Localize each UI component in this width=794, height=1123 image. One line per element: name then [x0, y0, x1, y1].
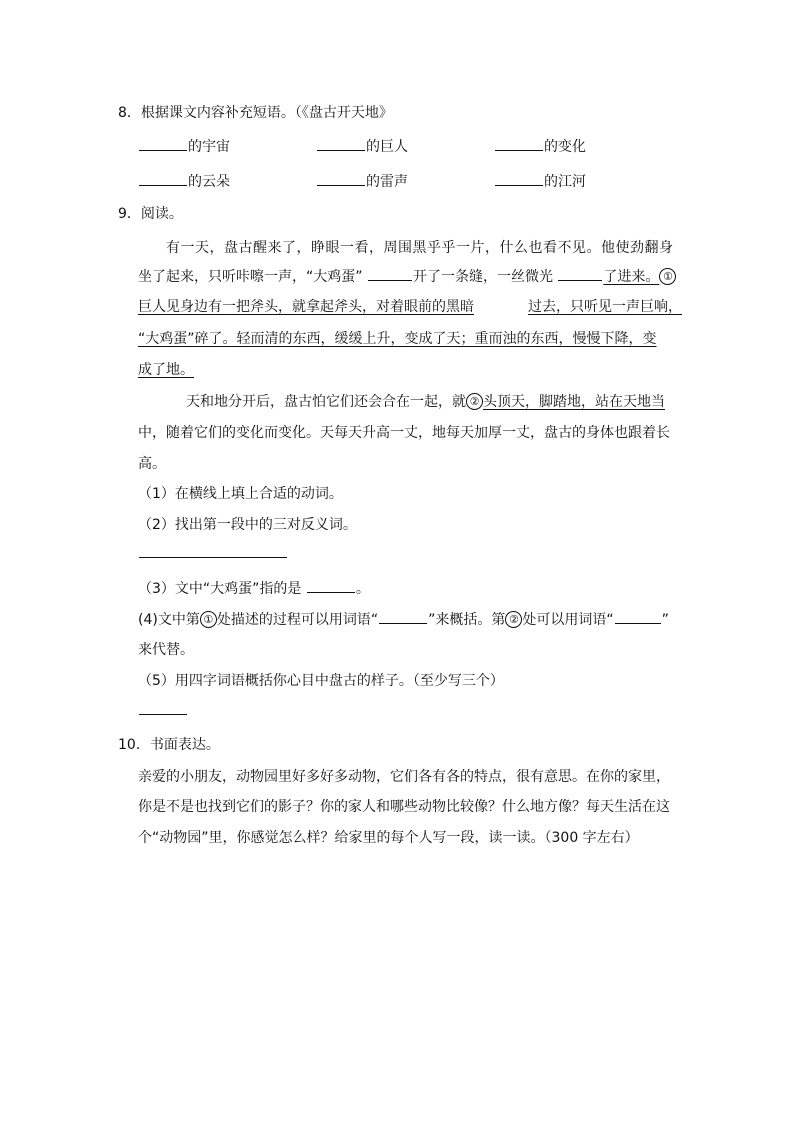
q10-line-1: 亲爱的小朋友，动物园里好多好多动物，它们各有各的特点，很有意思。在你的家里， [138, 769, 670, 785]
passage-p1-line-3: 巨人见身边有一把斧头，就拿起斧头，对着眼前的黑暗 过去，只听见一声巨响， [138, 299, 682, 315]
answer-blank[interactable] [495, 136, 543, 151]
answer-blank[interactable] [379, 609, 427, 624]
sub-question-5-answer-line [138, 700, 188, 721]
sub-question-5: （5）用四字词语概括你心目中盘古的样子。（至少写三个） [138, 673, 504, 689]
q8-item-3: 的变化 [494, 136, 586, 157]
marker-2: ② [466, 393, 483, 410]
answer-blank[interactable] [368, 266, 412, 281]
q9-title: 9．阅读。 [118, 206, 183, 222]
marker-1-ref: ① [200, 611, 217, 628]
q10-line-3: 个“动物园”里，你感觉怎么样？给家里的每个人写一段，读一读。（300 字左右） [138, 830, 639, 846]
marker-1: ① [659, 268, 676, 285]
q8-item-5: 的雷声 [316, 171, 408, 192]
sub-question-3: （3）文中“大鸡蛋”指的是 。 [138, 578, 370, 599]
answer-blank[interactable] [307, 578, 355, 593]
answer-blank[interactable] [139, 700, 187, 715]
passage-p2-line-1: 天和地分开后，盘古怕它们还会合在一起，就 ② 头顶天，脚踏地，站在天地当 [186, 394, 665, 410]
answer-blank[interactable] [139, 136, 187, 151]
answer-blank[interactable] [495, 171, 543, 186]
q8-item-6: 的江河 [494, 171, 586, 192]
passage-p1-line-1: 有一天，盘古醒来了，睁眼一看，周围黑乎乎一片，什么也看不见。他使劲翻身 [166, 240, 674, 256]
passage-p1-line-5: 成了地。 [138, 362, 194, 378]
passage-p2-line-2: 中，随着它们的变化而变化。天每天升高一丈，地每天加厚一丈，盘古的身体也跟着长 [138, 425, 670, 441]
q10-title: 10．书面表达。 [118, 737, 220, 753]
q8-item-1: 的宇宙 [138, 136, 230, 157]
answer-blank[interactable] [139, 171, 187, 186]
q10-line-2: 你是不是也找到它们的影子？你的家人和哪些动物比较像？什么地方像？每天生活在这 [138, 799, 670, 815]
answer-blank[interactable] [317, 171, 365, 186]
answer-blank[interactable] [139, 543, 287, 558]
sub-question-2-answer-line [138, 543, 288, 564]
marker-2-ref: ② [505, 611, 522, 628]
q8-title: 8．根据课文内容补充短语。（《盘古开天地》 [118, 105, 393, 121]
passage-p2-line-3: 高。 [138, 456, 166, 472]
sub-question-4-cont: 来代替。 [138, 642, 194, 658]
answer-blank[interactable] [558, 266, 602, 281]
passage-p1-line-2: 坐了起来，只听咔嚓一声，“大鸡蛋” 开了一条缝，一丝微光 了进来。 ① [138, 266, 676, 287]
q8-item-2: 的巨人 [316, 136, 408, 157]
q8-item-4: 的云朵 [138, 171, 230, 192]
answer-blank[interactable] [475, 297, 527, 311]
answer-blank[interactable] [317, 136, 365, 151]
sub-question-2: （2）找出第一段中的三对反义词。 [138, 517, 357, 533]
passage-p1-line-4: “大鸡蛋”碎了。轻而清的东西，缓缓上升，变成了天；重而浊的东西，慢慢下降，变 [138, 331, 657, 347]
answer-blank[interactable] [615, 609, 661, 624]
sub-question-4: (4)文中第 ① 处描述的过程可以用词语“ ”来概括。第 ② 处可以用词语“ ” [138, 609, 669, 630]
sub-question-1: （1）在横线上填上合适的动词。 [138, 486, 343, 502]
